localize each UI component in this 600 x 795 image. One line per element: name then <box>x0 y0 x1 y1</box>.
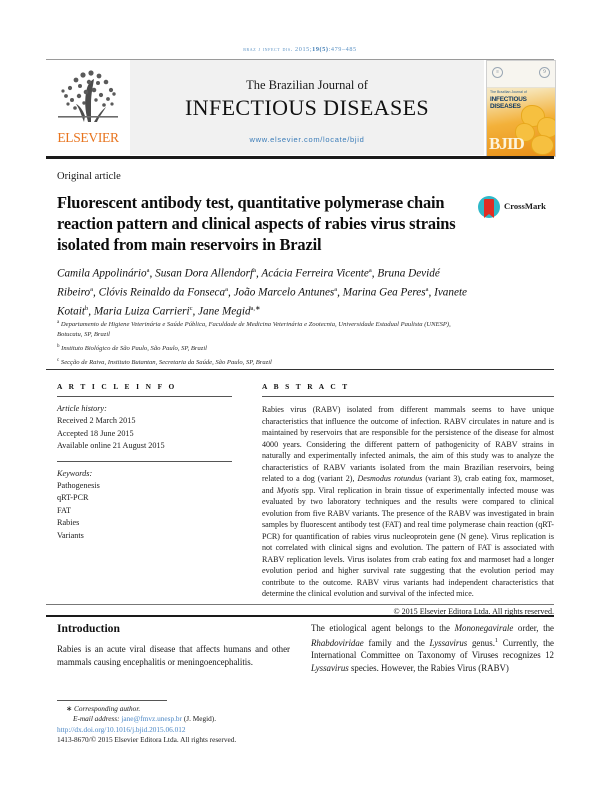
body-column-right <box>311 622 554 674</box>
article-info-top-rule <box>46 369 554 370</box>
crossmark-badge[interactable] <box>478 196 550 220</box>
keywords-block <box>57 468 232 542</box>
corresponding-author-note <box>57 704 337 714</box>
cover-journal-title <box>490 89 552 110</box>
affiliation-list <box>57 318 477 368</box>
keyword-item: qRT-PCR <box>57 493 89 503</box>
affiliation-mark: b <box>57 343 60 349</box>
elsevier-logo-block[interactable] <box>46 60 131 155</box>
journal-title-line1: The Brazilian Journal of <box>246 78 368 92</box>
article-received-date: Received 2 March 2015 <box>57 416 136 426</box>
keyword-item: Rabies <box>57 518 80 528</box>
journal-title-line2: INFECTIOUS DISEASES <box>184 95 430 120</box>
footnote-block <box>57 704 337 746</box>
running-head-journal: braz j infect dis. <box>243 46 293 53</box>
corresponding-author-mark: ∗ <box>66 704 73 713</box>
cover-cell-shape <box>531 135 554 155</box>
running-head-issue: 19(5) <box>312 46 329 53</box>
affiliation-text: Secção de Raiva, Instituto Butantan, Secretaria da Saúde, São Paulo, SP, Brazil <box>60 359 272 367</box>
affiliation-item <box>57 356 477 368</box>
article-info-heading: A R T I C L E I N F O <box>57 382 177 391</box>
email-note <box>57 714 337 724</box>
footnote-rule <box>57 700 167 701</box>
email-owner: (J. Megid). <box>183 714 217 724</box>
affiliation-mark: c <box>57 358 60 364</box>
issn-copyright-line: 1413-8670/© 2015 Elsevier Editora Ltda. All rights reserved. <box>57 735 237 745</box>
running-head <box>0 46 600 53</box>
intro-paragraph-left: Rabies is an acute viral disease that affects humans and other mammals causing encephalitis or meningoencephalitis. <box>57 644 290 667</box>
author-list: Camila Appolinário$^a$, Susan Dora Allendorf$^a$, Acácia Ferreira Vicente$^a$, Bruna Devidé Ribeiro$^a$, Clóvis Reinaldo da Fonseca$^a$, João Marcelo Antunes$^a$, Marina Gea Peres$^a$, Ivanete Kotait$^b$, Maria Luiza Carrieri$^c$, Jane Megid$^{a,∗}$ <box>57 267 468 318</box>
affiliation-item <box>57 318 477 339</box>
journal-cover-thumbnail[interactable] <box>486 60 556 157</box>
email-label: E-mail address: <box>73 714 120 724</box>
page-title: Fluorescent antibody test, quantitative polymerase chain reaction pattern and clinical aspects of rabies virus strains isolated from main reservoirs in Brazil <box>57 193 456 254</box>
article-available-date: Available online 21 August 2015 <box>57 441 165 451</box>
crossmark-circle-icon <box>478 196 500 218</box>
doi-link[interactable]: http://dx.doi.org/10.1016/j.bjid.2015.06.012 <box>57 724 186 734</box>
journal-title-band <box>130 60 484 155</box>
cover-journal-name: INFECTIOUS DISEASES <box>490 96 527 110</box>
keywords-label: Keywords: <box>57 468 93 478</box>
corresponding-author-label: Corresponding author. <box>73 704 141 713</box>
body-column-left <box>57 622 290 668</box>
crossmark-label: CrossMark <box>504 201 546 211</box>
article-history-label: Article history: <box>57 404 107 413</box>
journal-url[interactable]: www.elsevier.com/locate/bjid <box>249 135 365 144</box>
elsevier-tree-icon <box>54 66 122 128</box>
body-top-thin-rule <box>46 604 554 605</box>
section-heading-introduction: Introduction <box>57 622 120 635</box>
keyword-item: FAT <box>57 505 71 515</box>
affiliation-mark: a <box>57 320 60 325</box>
cover-journal-overline: The Brazilian Journal of <box>490 90 527 94</box>
cover-logo-right-icon: 9 <box>539 67 550 78</box>
masthead-bottom-rule <box>46 156 554 159</box>
keywords-divider <box>57 461 232 462</box>
article-info-column <box>57 382 232 542</box>
crossmark-book-icon <box>484 199 494 214</box>
article-accepted-date: Accepted 18 June 2015 <box>57 428 134 438</box>
cover-logo-left-icon: ≡ <box>492 67 503 78</box>
elsevier-wordmark: ELSEVIER <box>57 130 119 145</box>
affiliation-text: Instituto Biológico de São Paulo, São Paulo, SP, Brazil <box>61 345 208 353</box>
running-head-pages: :479–485 <box>328 46 357 53</box>
keyword-item: Pathogenesis <box>57 481 100 491</box>
email-link[interactable]: jane@fmvz.unesp.br <box>121 714 182 724</box>
abstract-body: Rabies virus (RABV) isolated from different mammals seems to have unique characteristics that influence the outcome of infection. RABV circulates in nature and is maintained by reservoirs that are responsible for the persistence of the disease for almost 4000 years. Considering the different pattern of pathogenicity of RABV strains in naturally and experimentally infected animals, the aim of this study was to analyze the characteristics of RABV variants isolated from the main Brazilian reservoirs, being related to a dog (variant 2), Desmodus rotundus (variant 3), crab eating fox, marmoset, and Myotis spp. Viral replication in brain tissue of experimentally infected mouse was evaluated by two laboratory techniques and the results were compared to clinical evolution from five RABV variants. The presence of the RABV was investigated in brain samples by fluorescent antibody test (FAT) and real time polymerase chain reaction (qRT-PCR) for quantification of rabies virus nucleoprotein gene (N gene). Virus replication is not correlated with clinical signs and evolution. The pattern of FAT is associated with RABV replication levels. Virus isolates from crab eating fox and marmoset had a longer evolution period and higher survival rate suggesting that the evolution period may contribute to the outcome. RABV virus variants had independent characteristics that determine the clinical evolution and survival of the infected mice. <box>262 405 555 598</box>
article-history <box>57 403 232 453</box>
abstract-divider <box>262 396 554 397</box>
running-head-year: 2015; <box>292 46 313 53</box>
article-type-label: Original article <box>57 171 121 182</box>
affiliation-item <box>57 342 477 354</box>
body-top-thick-rule <box>46 615 554 617</box>
journal-masthead <box>46 60 554 155</box>
intro-paragraph-right: The etiological agent belongs to the Mononegavirale order, the Rhabdoviridae family and the Lyssavirus genus.$^1$ Currently, the International Committee on Taxonomy of Viruses recognizes 12 Lyssavirus species. However, the Rabies Virus (RABV) <box>311 623 554 673</box>
affiliation-text: Departamento de Higiene Veterinária e Saúde Pública, Faculdade de Medicina Veterinária e Zootecnia, Universidade Estadual Paulista (UNESP), Botucatu, SP, Brazil <box>57 321 451 338</box>
abstract-column <box>262 382 554 616</box>
keyword-item: Variants <box>57 530 84 540</box>
cover-wordmark: BJID <box>489 134 524 153</box>
article-info-divider <box>57 396 232 397</box>
abstract-copyright: © 2015 Elsevier Editora Ltda. All rights reserved. <box>393 606 554 616</box>
abstract-heading: A B S T R A C T <box>262 382 350 391</box>
